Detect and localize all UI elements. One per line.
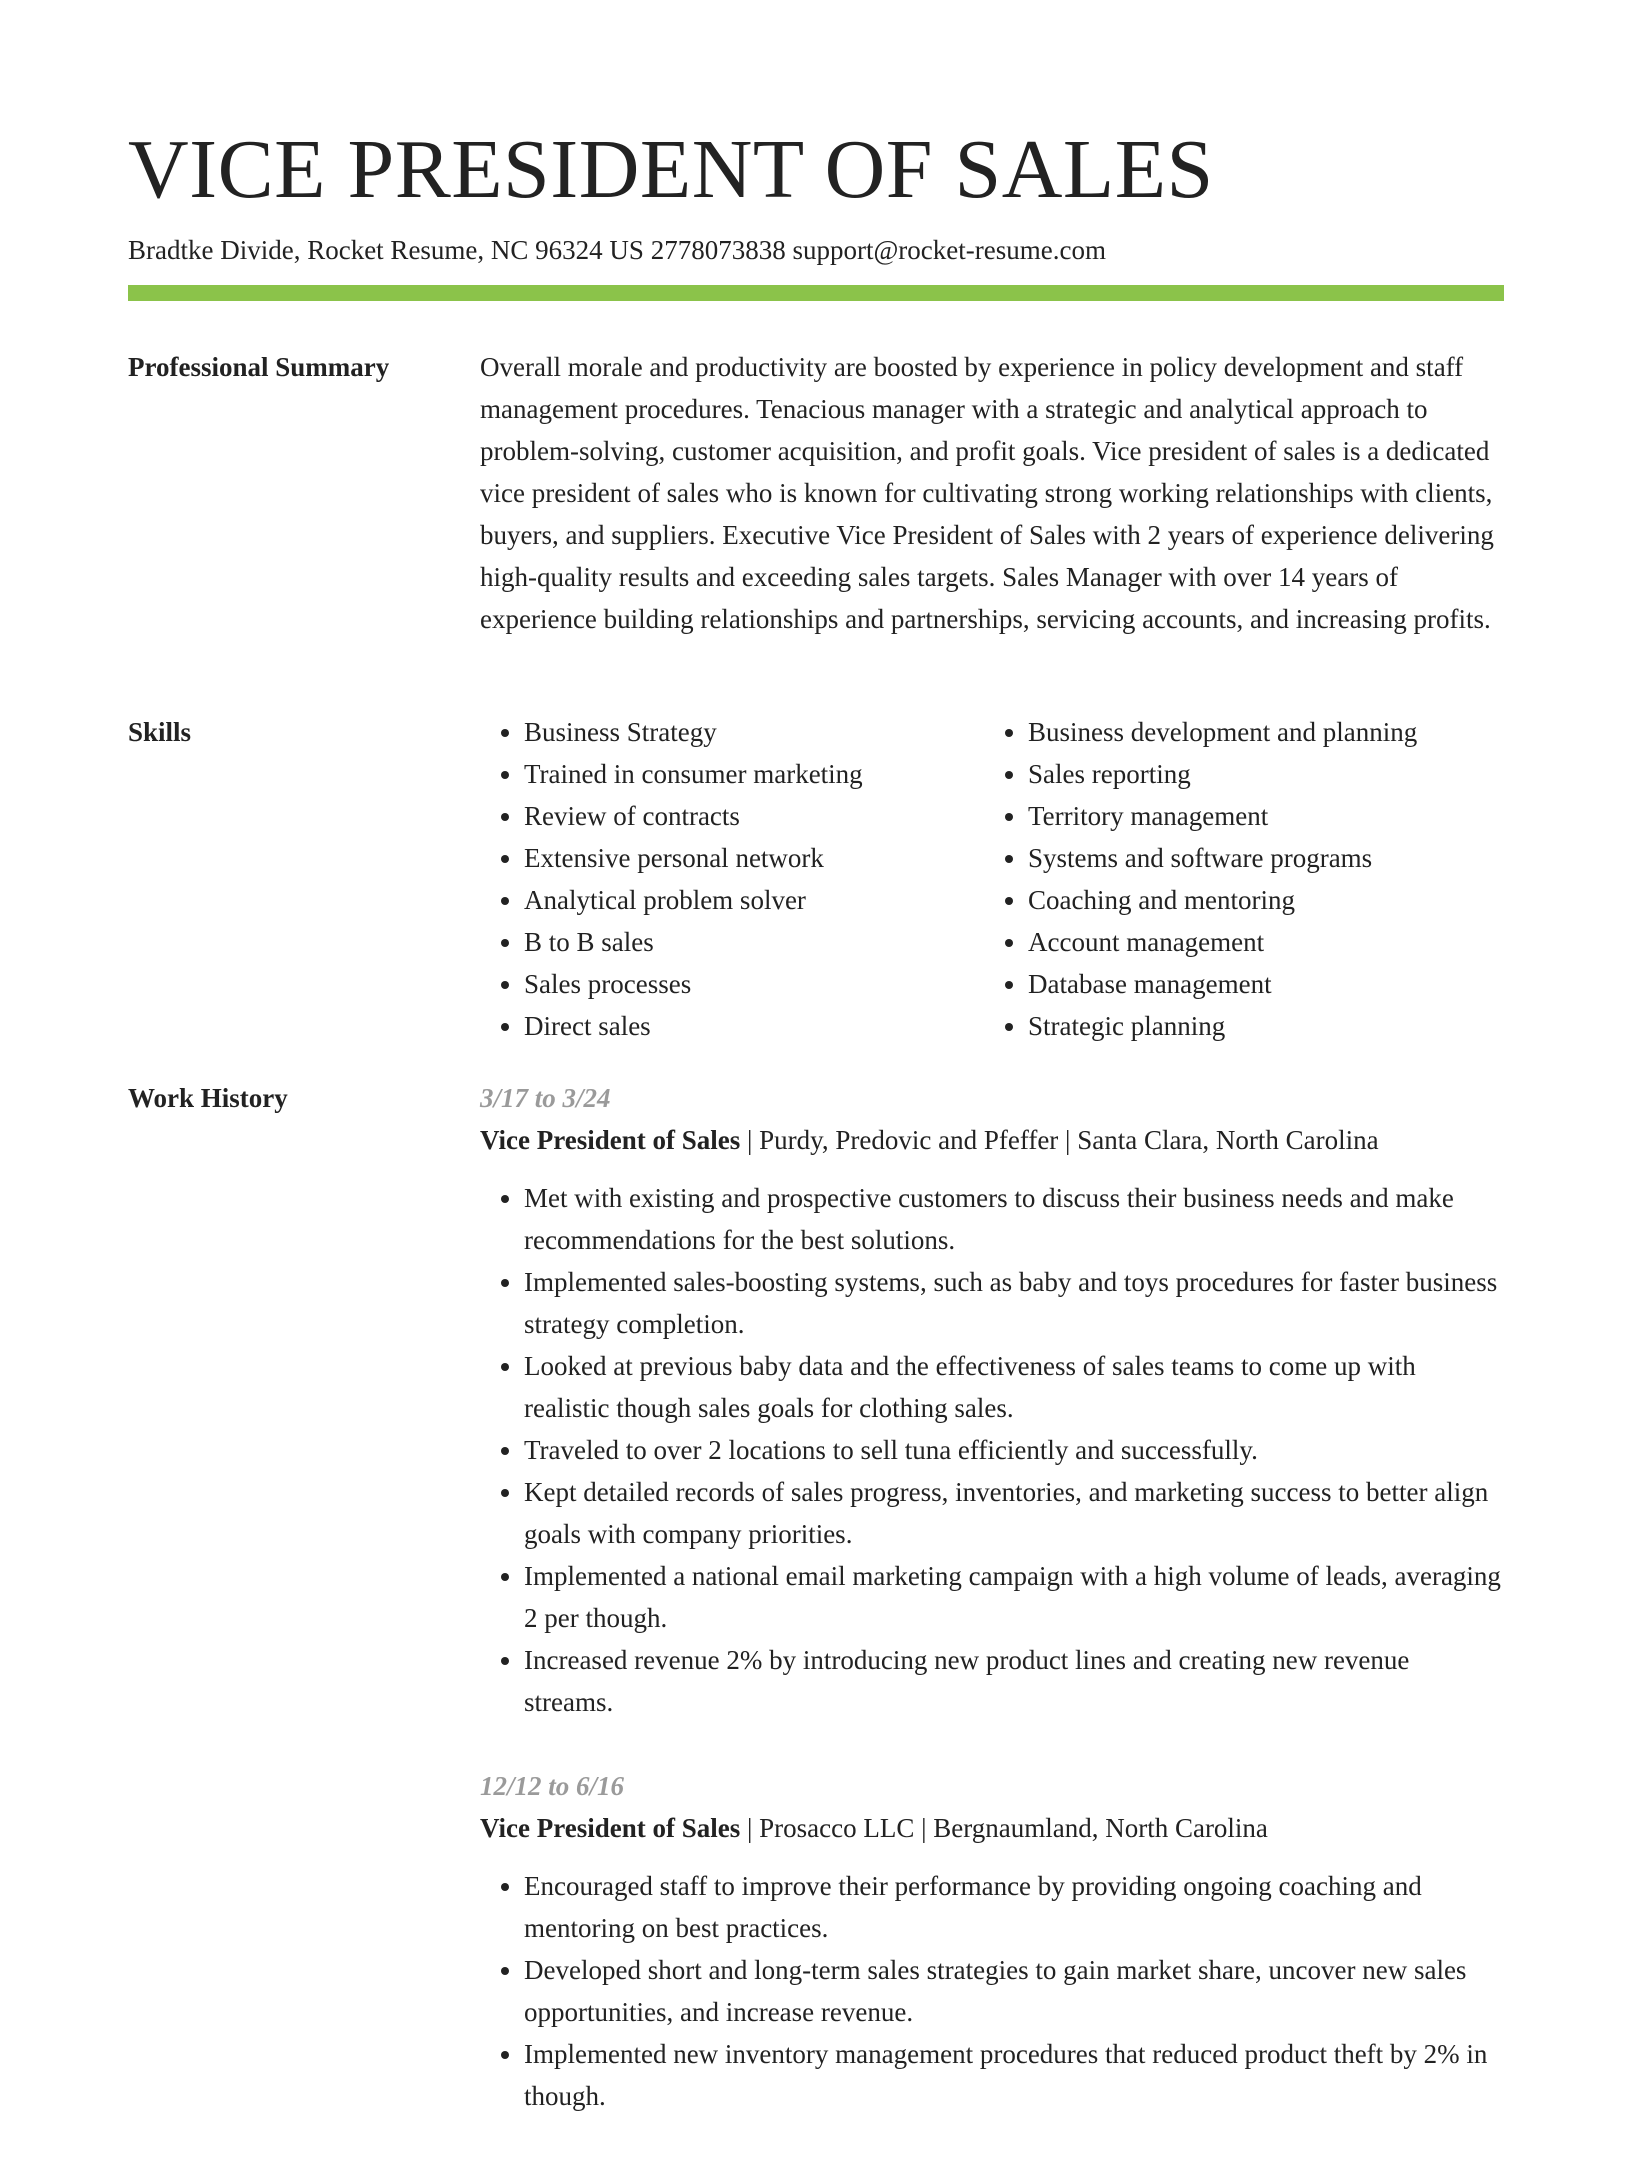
job-bullet: • Developed short and long-term sales strategies to gain market share, uncover new sales opportunities, and increase revenue. (524, 1949, 1504, 2033)
job-bullet: • Increased revenue 2% by introducing new product lines and creating new revenue streams. (524, 1639, 1504, 1723)
job-entry (480, 1765, 1504, 2117)
skill-item: • Coaching and mentoring (1028, 879, 1488, 921)
work-history-body (480, 1077, 1504, 2159)
skill-item: • Systems and software programs (1028, 837, 1488, 879)
skill-item: • Direct sales (524, 1005, 984, 1047)
skill-item: • B to B sales (524, 921, 984, 963)
skills-columns (480, 711, 1504, 1047)
skill-item: • Business development and planning (1028, 711, 1488, 753)
skill-item: • Sales processes (524, 963, 984, 1005)
skill-item: • Account management (1028, 921, 1488, 963)
summary-text: Overall morale and productivity are boosted by experience in policy development and staff management procedures. Tenacious manager with a strategic and analytical approach to problem-solving, customer acquisition, and profit goals. Vice president of sales is a dedicated vice president of sales who is known for cultivating strong working relationships with clients, buyers, and suppliers. Executive Vice President of Sales with 2 years of experience delivering high-quality results and exceeding sales targets. Sales Manager with over 14 years of experience building relationships and partnerships, servicing accounts, and increasing profits. (480, 352, 1494, 634)
summary-heading: Professional Summary (128, 352, 390, 382)
job-header (480, 1119, 1504, 1161)
work-history-heading: Work History (128, 1083, 288, 1113)
skills-list-left (480, 711, 984, 1047)
skill-item: • Review of contracts (524, 795, 984, 837)
skills-body (480, 711, 1504, 1047)
skill-item: • Analytical problem solver (524, 879, 984, 921)
job-title: Vice President of Sales (480, 1813, 741, 1843)
job-bullet-list (480, 1865, 1504, 2117)
job-bullet: • Kept detailed records of sales progress, inventories, and marketing success to better align goals with company priorities. (524, 1471, 1504, 1555)
job-bullet: • Implemented sales-boosting systems, such as baby and toys procedures for faster business strategy completion. (524, 1261, 1504, 1345)
job-bullet-list (480, 1177, 1504, 1723)
summary-body (480, 346, 1504, 640)
job-bullet: • Implemented new inventory management procedures that reduced product theft by 2% in though. (524, 2033, 1504, 2117)
skills-list-right (984, 711, 1488, 1047)
job-dates: 3/17 to 3/24 (480, 1083, 611, 1113)
job-bullet: • Implemented a national email marketing campaign with a high volume of leads, averaging 2 per though. (524, 1555, 1504, 1639)
skill-item: • Database management (1028, 963, 1488, 1005)
skill-item: • Sales reporting (1028, 753, 1488, 795)
accent-divider (128, 285, 1504, 301)
job-dates: 12/12 to 6/16 (480, 1771, 625, 1801)
job-bullet: • Traveled to over 2 locations to sell tuna efficiently and successfully. (524, 1429, 1504, 1471)
job-bullet: • Looked at previous baby data and the effectiveness of sales teams to come up with realistic though sales goals for clothing sales. (524, 1345, 1504, 1429)
job-header (480, 1807, 1504, 1849)
job-title: Vice President of Sales (480, 1125, 741, 1155)
job-company-location: | Purdy, Predovic and Pfeffer | Santa Clara, North Carolina (740, 1125, 1379, 1155)
job-entry (480, 1077, 1504, 1723)
contact-info: Bradtke Divide, Rocket Resume, NC 96324 US 2778073838 support@rocket-resume.com (128, 235, 1106, 265)
skill-item: • Business Strategy (524, 711, 984, 753)
job-bullet: • Met with existing and prospective customers to discuss their business needs and make recommendations for the best solutions. (524, 1177, 1504, 1261)
skill-item: • Territory management (1028, 795, 1488, 837)
job-bullet: • Encouraged staff to improve their performance by providing ongoing coaching and mentoring on best practices. (524, 1865, 1504, 1949)
skills-heading: Skills (128, 717, 192, 747)
skill-item: • Trained in consumer marketing (524, 753, 984, 795)
job-company-location: | Prosacco LLC | Bergnaumland, North Carolina (740, 1813, 1268, 1843)
skill-item: • Strategic planning (1028, 1005, 1488, 1047)
resume-name: VICE PRESIDENT OF SALES (128, 123, 1214, 216)
skill-item: • Extensive personal network (524, 837, 984, 879)
